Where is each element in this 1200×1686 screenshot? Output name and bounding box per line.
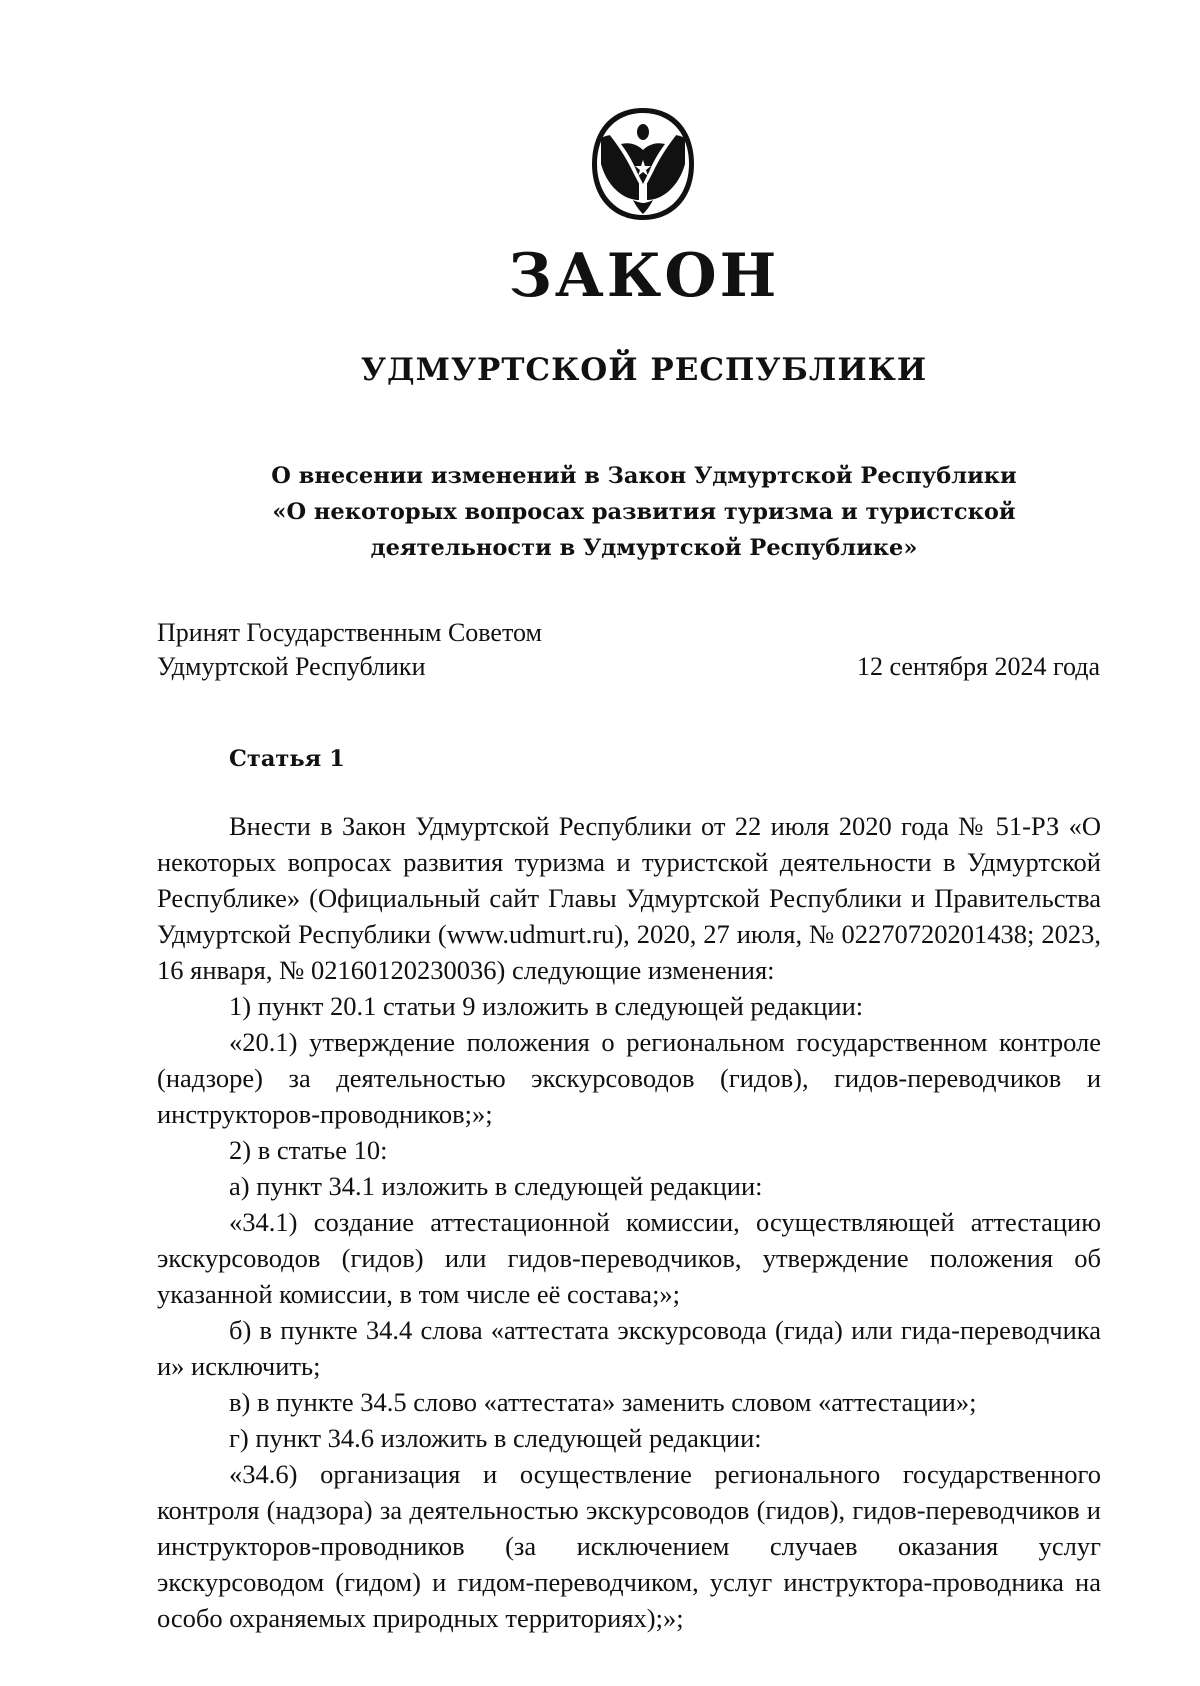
article-paragraph: «20.1) утверждение положения о региональном государственном контроле (надзоре) за деятельностью экскурсоводов (гидов), гидов-переводчиков и инструкторов-проводников;»; <box>157 1027 1101 1129</box>
article-paragraph: 2) в статье 10: <box>229 1135 388 1165</box>
adoption-date: 12 сентября 2024 года <box>856 652 1100 681</box>
article-paragraph: Внести в Закон Удмуртской Республики от 22 июля 2020 года № 51-РЗ «О некоторых вопросах развития туризма и туристской деятельности в Удмуртской Республике» (Официальный сайт Главы Удмуртской Республики и Правительства Удмуртской Республики (www.udmurt.ru), 2020, 27 июля, № 02270720201438; 2023, 16 января, № 02160120230036) следующие изменения: <box>157 811 1101 985</box>
article-paragraph: г) пункт 34.6 изложить в следующей редакции: <box>229 1423 762 1453</box>
adoption-line: Принят Государственным Советом <box>157 618 542 647</box>
law-name <box>0 458 1200 566</box>
udmurt-coat-of-arms-icon <box>583 104 703 224</box>
law-name-line: «О некоторых вопросах развития туризма и туристской <box>272 499 1016 525</box>
article-paragraph: а) пункт 34.1 изложить в следующей редакции: <box>229 1171 763 1201</box>
article-paragraph: «34.6) организация и осуществление регионального государственного контроля (надзора) за деятельностью экскурсоводов (гидов), гидов-переводчиков и инструкторов-проводников (за исключением случаев оказания услуг экскурсоводом (гидом) и гидом-переводчиком, услуг инструктора-проводника на особо охраняемых природных территориях);»; <box>157 1459 1101 1633</box>
article-paragraph: «34.1) создание аттестационной комиссии, осуществляющей аттестацию экскурсоводов (гидов) или гидов-переводчиков, утверждение положения об указанной комиссии, в том числе её состава;»; <box>157 1207 1101 1309</box>
adoption-info <box>157 616 542 684</box>
article-paragraph: б) в пункте 34.4 слова «аттестата экскурсовода (гида) или гида-переводчика и» исключить; <box>157 1315 1101 1381</box>
article-heading: Статья 1 <box>229 746 345 772</box>
law-name-line: О внесении изменений в Закон Удмуртской Республики <box>271 463 1017 489</box>
article-paragraph: 1) пункт 20.1 статьи 9 изложить в следующей редакции: <box>229 991 864 1021</box>
article-body <box>157 808 1101 1636</box>
article-paragraph: в) в пункте 34.5 слово «аттестата» заменить словом «аттестации»; <box>229 1387 977 1417</box>
law-name-line: деятельности в Удмуртской Республике» <box>370 535 918 561</box>
document-subtitle: УДМУРТСКОЙ РЕСПУБЛИКИ <box>360 352 928 388</box>
adoption-line: Удмуртской Республики <box>157 652 426 681</box>
document-title: ЗАКОН <box>508 241 780 311</box>
